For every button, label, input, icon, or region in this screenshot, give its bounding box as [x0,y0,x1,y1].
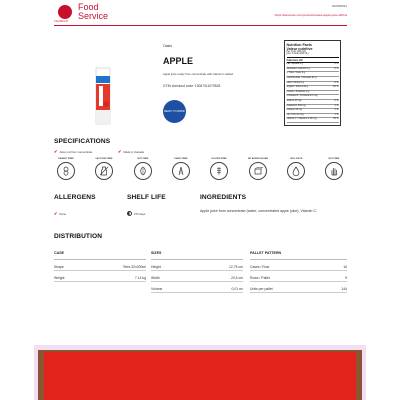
nutrition-title-fr: Valeur nutritive [286,46,313,51]
feature-label: PEANUT FREE [58,158,74,160]
shelf-life-heading: SHELF LIFE [127,194,166,201]
product-name: APPLE [163,56,194,66]
allergens-heading: ALLERGENS [54,194,96,201]
feature-label: NO ADDED SUGAR [247,158,269,160]
ingredients-text: Apple juice from concentrate (water, concentrated apple juice), Vitamin C. [200,209,317,213]
case-row-value: 7.14 kg [134,276,146,280]
nutrient-label: Fat / Lipides 0 g [286,63,303,66]
case-divider [54,259,146,260]
feature-label: NUT FREE [137,158,149,160]
sizes-row-value: 0,01 m³ [231,287,243,291]
nutrient-label: Carbohydrate / Glucides 22 g [286,77,317,80]
nutrient-label: + Trans / trans 0 g [286,72,306,75]
feature-badge [92,158,116,188]
spec-claim [118,149,144,154]
peanut-icon [57,162,75,180]
nutrient-dv: 1 % [334,109,339,112]
product-brand: Oasis [163,44,172,48]
ingredients-heading: INGREDIENTS [200,194,247,201]
pallet-row-value: 144 [341,287,347,291]
product-description: Apple juice ready from concentrate with vitamin C added [163,72,233,76]
feature-icons-row [54,158,347,188]
nutrient-label: Potassium 200 mg [286,104,306,107]
title-line-2: Service [78,11,109,21]
sizes-row [151,287,243,293]
sizes-row-value: 20,5 cm [230,276,243,280]
feature-badge [246,158,270,188]
check-icon: ✔ [118,149,122,154]
specifications-heading: SPECIFICATIONS [54,138,111,145]
allergens-label: None [59,211,67,216]
nutrition-serving [287,51,339,58]
wheat-icon [210,162,228,180]
nutrient-label: Cholesterol / Cholestérol 0 mg [286,95,318,98]
source-url-link[interactable]: https://lassonde.com/products/oasis-apple-juice-200ml [274,13,347,17]
check-icon: ✔ [54,149,58,154]
feature-badge [284,158,308,188]
nutrition-row [287,118,339,123]
serving-fr: pour 1 boîte (200 mL) [286,53,309,56]
nutrient-dv: 4 % [334,104,339,107]
allergens-value [54,211,66,216]
nutrient-label: Calcium 10 mg [286,109,302,112]
pallet-row-label: Cases / Row [250,265,270,269]
nutrition-facts-table [284,40,341,126]
case-row [54,265,146,271]
footer-banner [44,352,356,400]
nutrient-dv: 20 % [333,86,339,89]
pallet-row [250,287,347,293]
nutrient-label: Saturated / saturés 0 g [286,67,310,70]
ready-to-drink-badge: READY TO DRINK [163,100,186,123]
feature-badge [131,158,155,188]
nutrient-dv: 1 % [334,113,339,116]
hand-icon [325,162,343,180]
nutrient-dv: 0 % [334,63,339,66]
nutrient-dv: 35 % [333,118,339,121]
feature-label: NUT FREE [328,158,340,160]
sizes-heading: SIZES [151,251,162,255]
case-row [54,276,146,282]
page-title [78,3,108,21]
feature-badge [207,158,231,188]
pallet-row [250,276,347,282]
nutrient-label: Iron / Fer 0.2 mg [286,113,304,116]
case-heading: CASE [54,251,64,255]
sizes-row-label: Height [151,265,161,269]
shelf-life-value [127,211,145,216]
dairy-icon [172,162,190,180]
sugar-icon [249,162,267,180]
pallet-row-label: Units per pallet [250,287,273,291]
drop-icon [287,162,305,180]
product-image [93,66,113,126]
nutrient-dv: 0 % [334,81,339,84]
header-divider [54,25,347,26]
feature-badge [169,158,193,188]
nutrient-label: Sugars / Sucres 20 g [286,86,308,89]
sizes-row-label: Width [151,276,160,280]
distribution-heading: DISTRIBUTION [54,233,103,240]
milk-icon [95,162,113,180]
nutrient-dv: 0 % [334,67,339,70]
logo-caption: CANADIAN [54,20,68,23]
pallet-divider [250,259,347,260]
nutrition-title-en: Nutrition Facts [286,42,312,47]
pallet-heading: PALLET PATTERN [250,251,282,255]
serving-en: Per 1 box (200 mL) [286,50,307,53]
nut-icon [134,162,152,180]
pallet-row-value: 9 [345,276,347,280]
sizes-row [151,276,243,282]
sizes-divider [151,259,243,260]
gtin-code: GTIN checkout code: 10067311079528 [163,84,221,88]
feature-badge [322,158,346,188]
sizes-row-value: 12,75 cm [229,265,243,269]
pallet-row-value: 16 [343,265,347,269]
nutrient-label: Fibre / Fibres 0 g [286,81,304,84]
feature-badge [54,158,78,188]
feature-label: GLUTEN FREE [211,158,227,160]
feature-label: DAIRY FREE [174,158,188,160]
print-date: 2024/08/21 [331,4,347,8]
title-line-1: Food [78,2,99,12]
pallet-row-label: Rows / Pallet [250,276,270,280]
nutrient-label: Protein / Protéines 0 g [286,90,310,93]
feature-label: LACTOSE FREE [95,158,113,160]
feature-label: 100% JUICE [289,158,303,160]
nutrient-label: Sodium 10 mg [286,100,302,103]
company-logo [58,5,72,19]
spec-claim-label: Made in Canada [123,149,144,154]
nutrient-label: Vitamin C / Vitamine C 30 mg [286,118,317,121]
sizes-row [151,265,243,271]
spec-claim-label: Juice not from concentrate [59,149,93,154]
half-circle-icon [127,211,132,216]
shelf-life-label: 270 days [134,211,146,216]
nutrition-calories: Calories 90 [287,58,339,63]
sizes-row-label: Volume [151,287,163,291]
case-row-label: Weight [54,276,65,280]
spec-claim [54,149,92,154]
case-row-value: Tetra 32x200ml [122,265,146,269]
pallet-row [250,265,347,271]
nutrient-dv: 0 % [334,100,339,103]
case-row-label: Shape [54,265,64,269]
check-icon: ✔ [54,211,58,216]
